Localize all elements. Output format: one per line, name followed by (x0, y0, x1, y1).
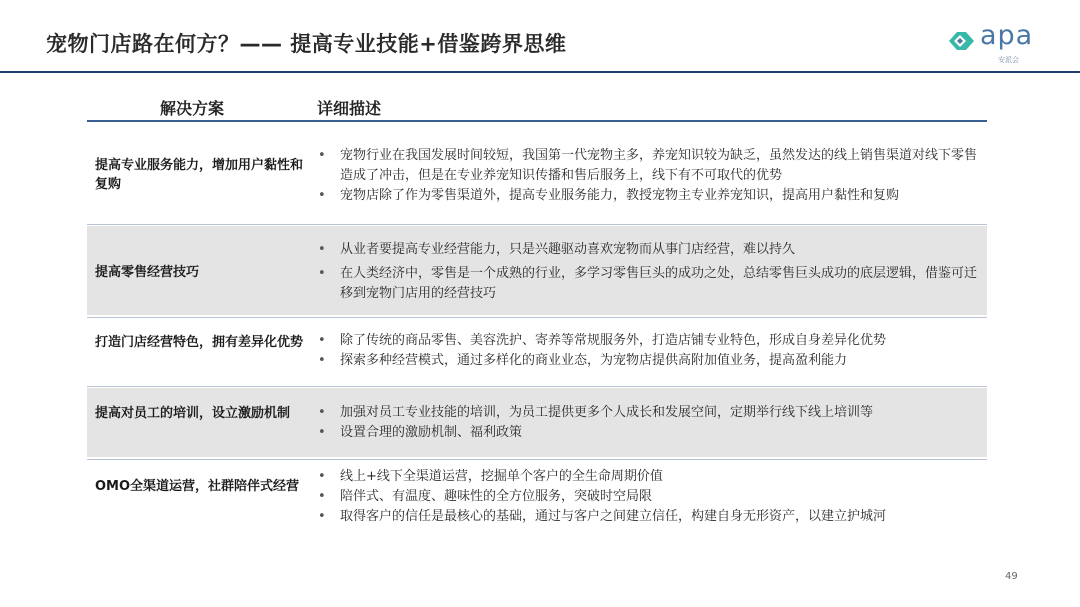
column-header-detail: 详细描述 (317, 99, 382, 118)
detail-item: • 从业者要提高专业经营能力，只是兴趣驱动喜欢宠物而从事门店经营，难以持久 (312, 240, 977, 260)
slide-title: 宠物门店路在何方？—— 提高专业技能+借鉴跨界思维 (46, 32, 567, 56)
table-header-rule (87, 120, 987, 122)
row-divider (87, 459, 987, 460)
solution-cell: 提高零售经营技巧 (95, 265, 200, 280)
detail-item: • 陪伴式、有温度、趣味性的全方位服务，突破时空局限 (312, 487, 977, 507)
header-rule (0, 71, 1080, 73)
logo-subtext: 安派会 (998, 56, 1019, 64)
detail-list (312, 403, 977, 443)
solution-cell: OMO全渠道运营，社群陪伴式经营 (95, 479, 300, 494)
detail-item: • 宠物行业在我国发展时间较短，我国第一代宠物主多，养宠知识较为缺乏，虽然发达的线上销售渠道对线下零售造成了冲击，但是在专业养宠知识传播和售后服务上，线下有不可取代的优势 (312, 146, 977, 186)
detail-item: • 取得客户的信任是最核心的基础，通过与客户之间建立信任，构建自身无形资产，以建立护城河 (312, 507, 977, 527)
detail-item: • 设置合理的激励机制、福利政策 (312, 423, 977, 443)
logo-text: apa (980, 20, 1034, 51)
row-divider (87, 386, 987, 387)
column-header-solution: 解决方案 (160, 99, 225, 118)
detail-item: • 宠物店除了作为零售渠道外，提高专业服务能力，教授宠物主专业养宠知识，提高用户黏性和复购 (312, 186, 977, 206)
row-divider (87, 224, 987, 225)
detail-item: • 线上+线下全渠道运营，挖掘单个客户的全生命周期价值 (312, 467, 977, 487)
detail-item: • 除了传统的商品零售、美容洗护、寄养等常规服务外，打造店铺专业特色，形成自身差异化优势 (312, 331, 977, 351)
page-number: 49 (1005, 571, 1018, 582)
detail-item: • 加强对员工专业技能的培训，为员工提供更多个人成长和发展空间，定期举行线下线上培训等 (312, 403, 977, 423)
table-row (87, 124, 987, 222)
detail-list (312, 240, 977, 304)
detail-item: • 在人类经济中，零售是一个成熟的行业，多学习零售巨头的成功之处，总结零售巨头成功的底层逻辑，借鉴可迁移到宠物门店用的经营技巧 (312, 264, 977, 304)
detail-list (312, 331, 977, 371)
apa-logo-icon (946, 26, 976, 56)
detail-list (312, 146, 977, 206)
apa-logo (946, 22, 1038, 64)
solution-cell: 提高对员工的培训，设立激励机制 (95, 406, 291, 421)
table-row (87, 319, 987, 385)
detail-list (312, 467, 977, 527)
table-row (87, 388, 987, 457)
row-divider (87, 317, 987, 318)
solution-cell: 提高专业服务能力，增加用户黏性和复购 (95, 158, 304, 192)
table-row (87, 461, 987, 541)
detail-item: • 探索多种经营模式，通过多样化的商业业态，为宠物店提供高附加值业务，提高盈利能力 (312, 351, 977, 371)
solution-cell: 打造门店经营特色，拥有差异化优势 (95, 335, 304, 350)
table-row (87, 226, 987, 315)
